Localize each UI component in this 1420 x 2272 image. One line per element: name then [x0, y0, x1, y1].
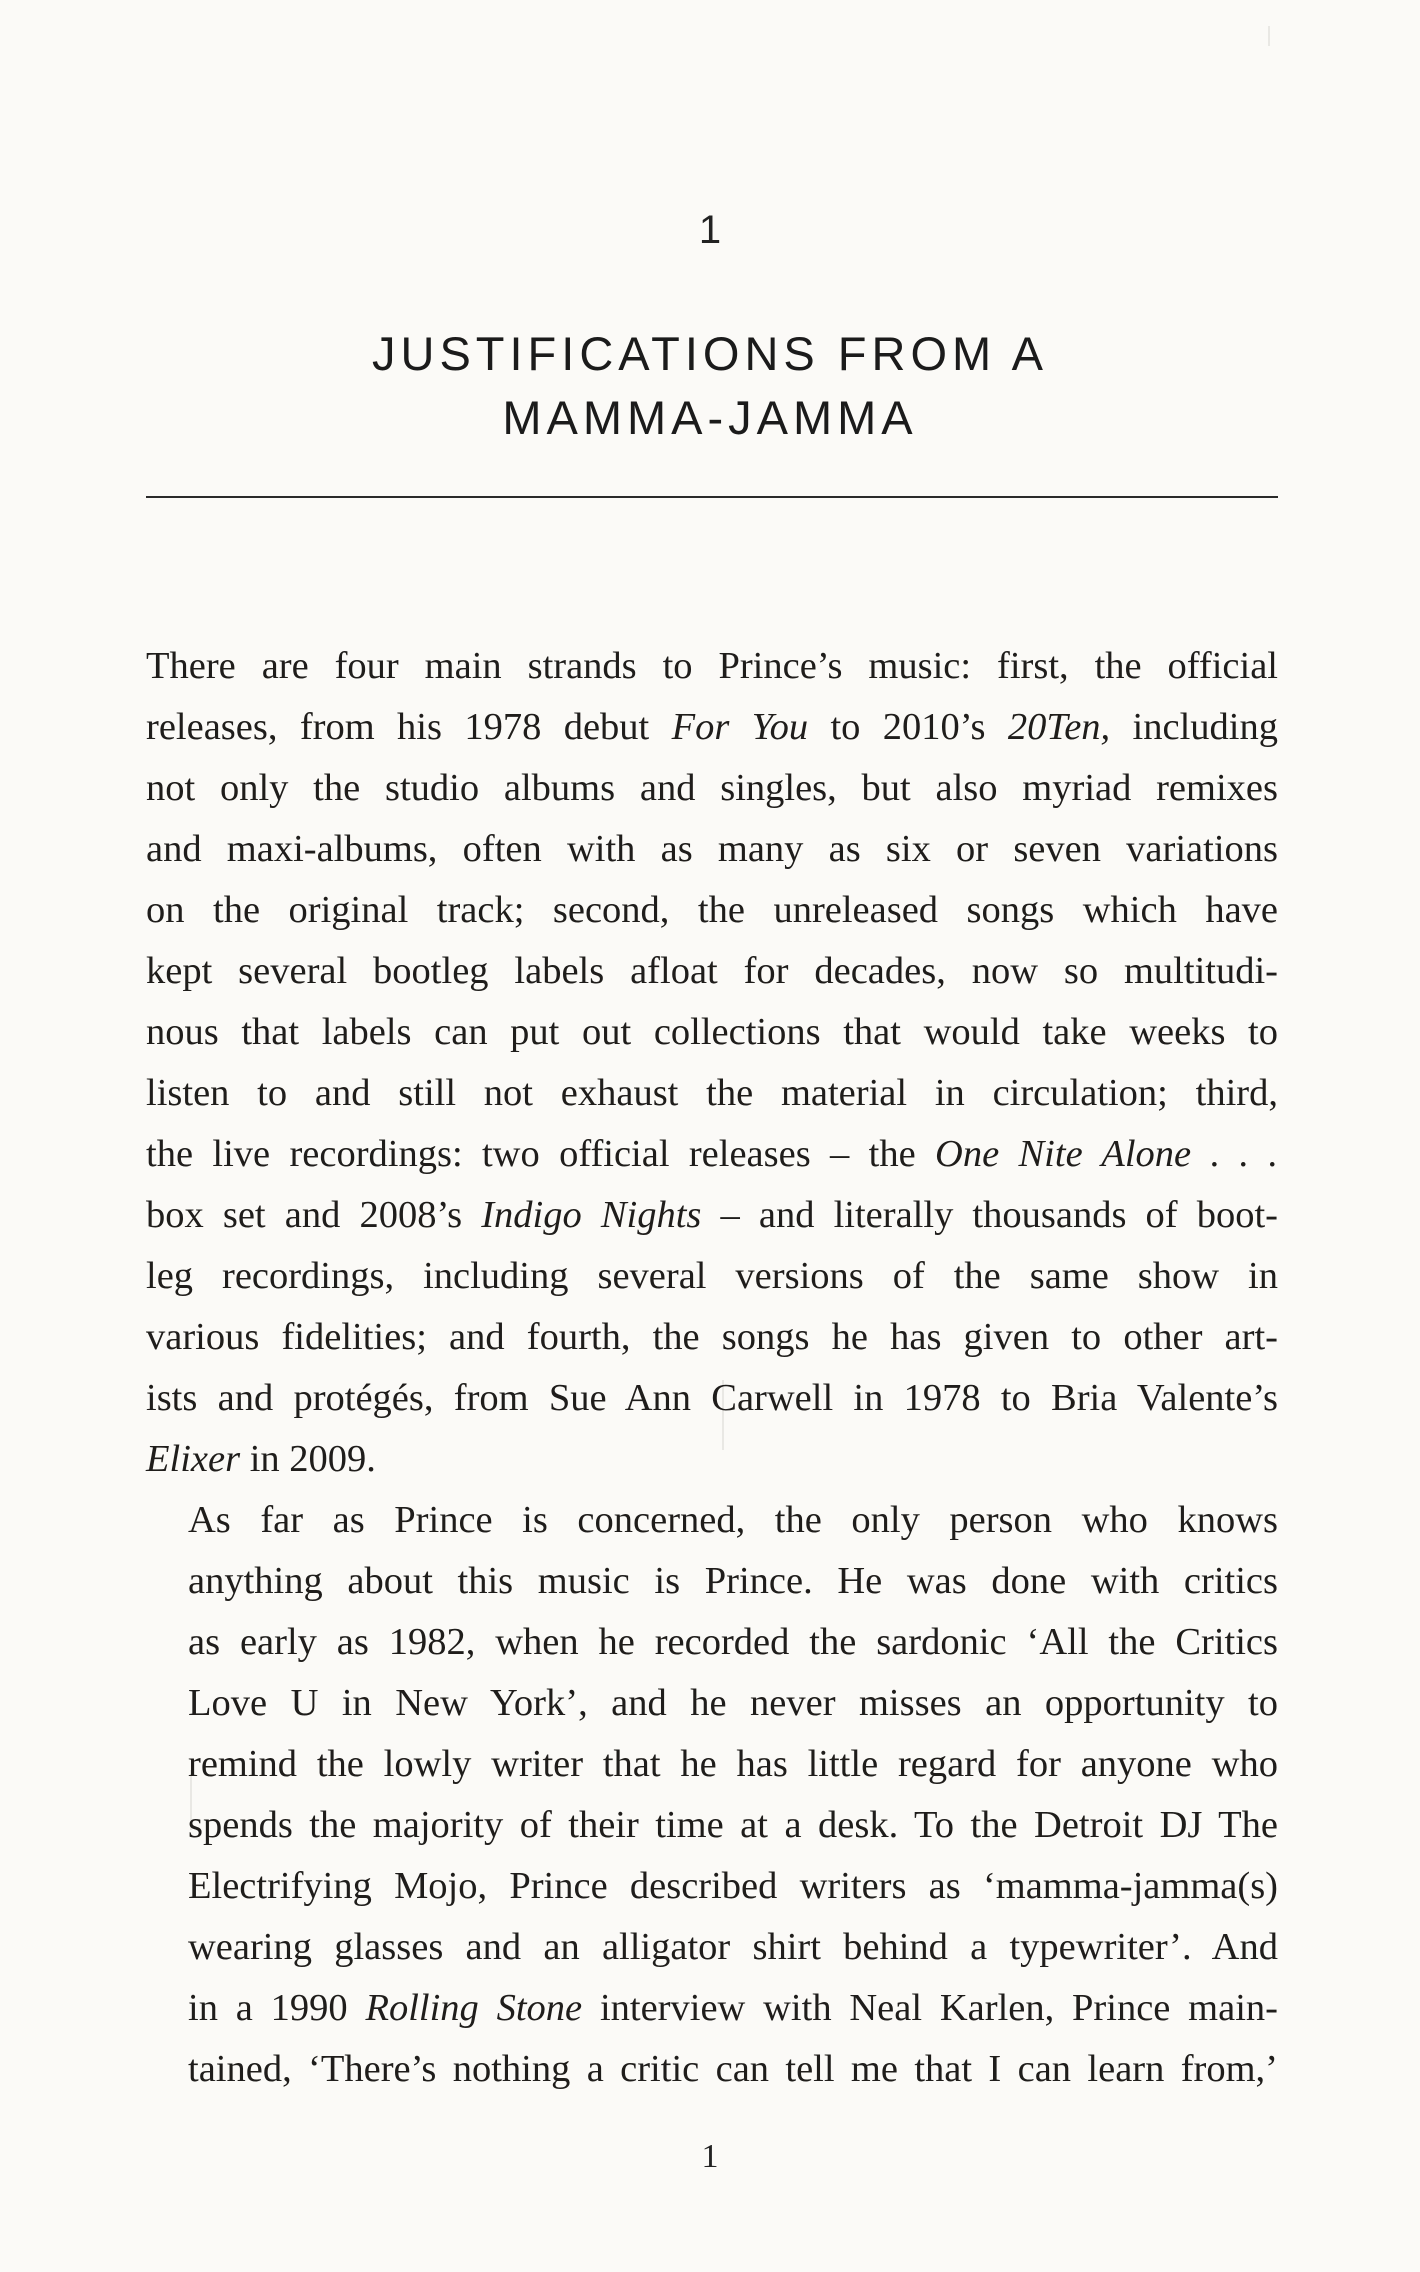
text-run: the live recordings: two official releases – the: [146, 1133, 936, 1175]
text-line: not only the studio albums and singles, but also myriad remixes: [146, 767, 1278, 809]
text-line: as early as 1982, when he recorded the sardonic ‘All the Critics: [188, 1621, 1278, 1663]
text-line: nous that labels can put out collections that would take weeks to: [146, 1011, 1278, 1053]
text-run: in 2009.: [240, 1438, 376, 1480]
text-line: ists and protégés, from Sue Ann Carwell in 1978 to Bria Valente’s: [146, 1377, 1278, 1419]
title-rule: [146, 496, 1278, 498]
album-title: Indigo Nights: [481, 1194, 702, 1236]
text-line: leg recordings, including several versions of the same show in: [146, 1255, 1278, 1297]
paragraph-1: [146, 636, 1278, 1490]
text-line: As far as Prince is concerned, the only person who knows: [188, 1499, 1278, 1541]
text-line: anything about this music is Prince. He was done with critics: [188, 1560, 1278, 1602]
text-line: remind the lowly writer that he has little regard for anyone who: [188, 1743, 1278, 1785]
text-run: – and literally thousands of boot-: [701, 1194, 1278, 1236]
text-line: listen to and still not exhaust the material in circulation; third,: [146, 1072, 1278, 1114]
text-line: various fidelities; and fourth, the songs he has given to other art-: [146, 1316, 1278, 1358]
chapter-title-line-2: MAMMA-JAMMA: [502, 391, 918, 444]
text-run: releases, from his 1978 debut: [146, 706, 672, 748]
album-title: For You: [671, 706, 809, 748]
publication-title: Rolling Stone: [365, 1987, 583, 2029]
chapter-number: 1: [698, 208, 722, 252]
text-line: wearing glasses and an alligator shirt behind a typewriter’. And: [188, 1926, 1278, 1968]
text-run: in a 1990: [188, 1987, 366, 2029]
album-title: 20Ten,: [1007, 706, 1111, 748]
text-line: [146, 1185, 1278, 1246]
text-run: including: [1110, 706, 1278, 748]
text-line: kept several bootleg labels afloat for decades, now so multitudi-: [146, 950, 1278, 992]
text-run: interview with Neal Karlen, Prince main-: [582, 1987, 1278, 2029]
text-line: and maxi-albums, often with as many as six or seven variations: [146, 828, 1278, 870]
album-title: Elixer: [146, 1438, 241, 1480]
chapter-title-line-1: JUSTIFICATIONS FROM A: [372, 327, 1048, 380]
page-number: 1: [701, 2138, 719, 2175]
scan-artifact: [1268, 26, 1270, 46]
paragraph-2: [146, 1490, 1278, 2100]
text-run: box set and 2008’s: [146, 1194, 482, 1236]
body-text: [146, 636, 1278, 2100]
text-line: spends the majority of their time at a desk. To the Detroit DJ The: [188, 1804, 1278, 1846]
album-title: One Nite Alone . . .: [935, 1133, 1278, 1175]
text-line: [146, 1124, 1278, 1185]
text-line: [146, 1429, 1278, 1490]
text-line: on the original track; second, the unreleased songs which have: [146, 889, 1278, 931]
text-line: [146, 697, 1278, 758]
text-line: Electrifying Mojo, Prince described writers as ‘mamma-jamma(s): [188, 1865, 1278, 1907]
chapter-title: [0, 322, 1420, 450]
text-line: There are four main strands to Prince’s music: first, the official: [146, 645, 1278, 687]
text-line: [146, 1978, 1278, 2039]
text-line: tained, ‘There’s nothing a critic can tell me that I can learn from,’: [188, 2048, 1278, 2090]
text-run: to 2010’s: [808, 706, 1008, 748]
text-line: Love U in New York’, and he never misses an opportunity to: [188, 1682, 1278, 1724]
